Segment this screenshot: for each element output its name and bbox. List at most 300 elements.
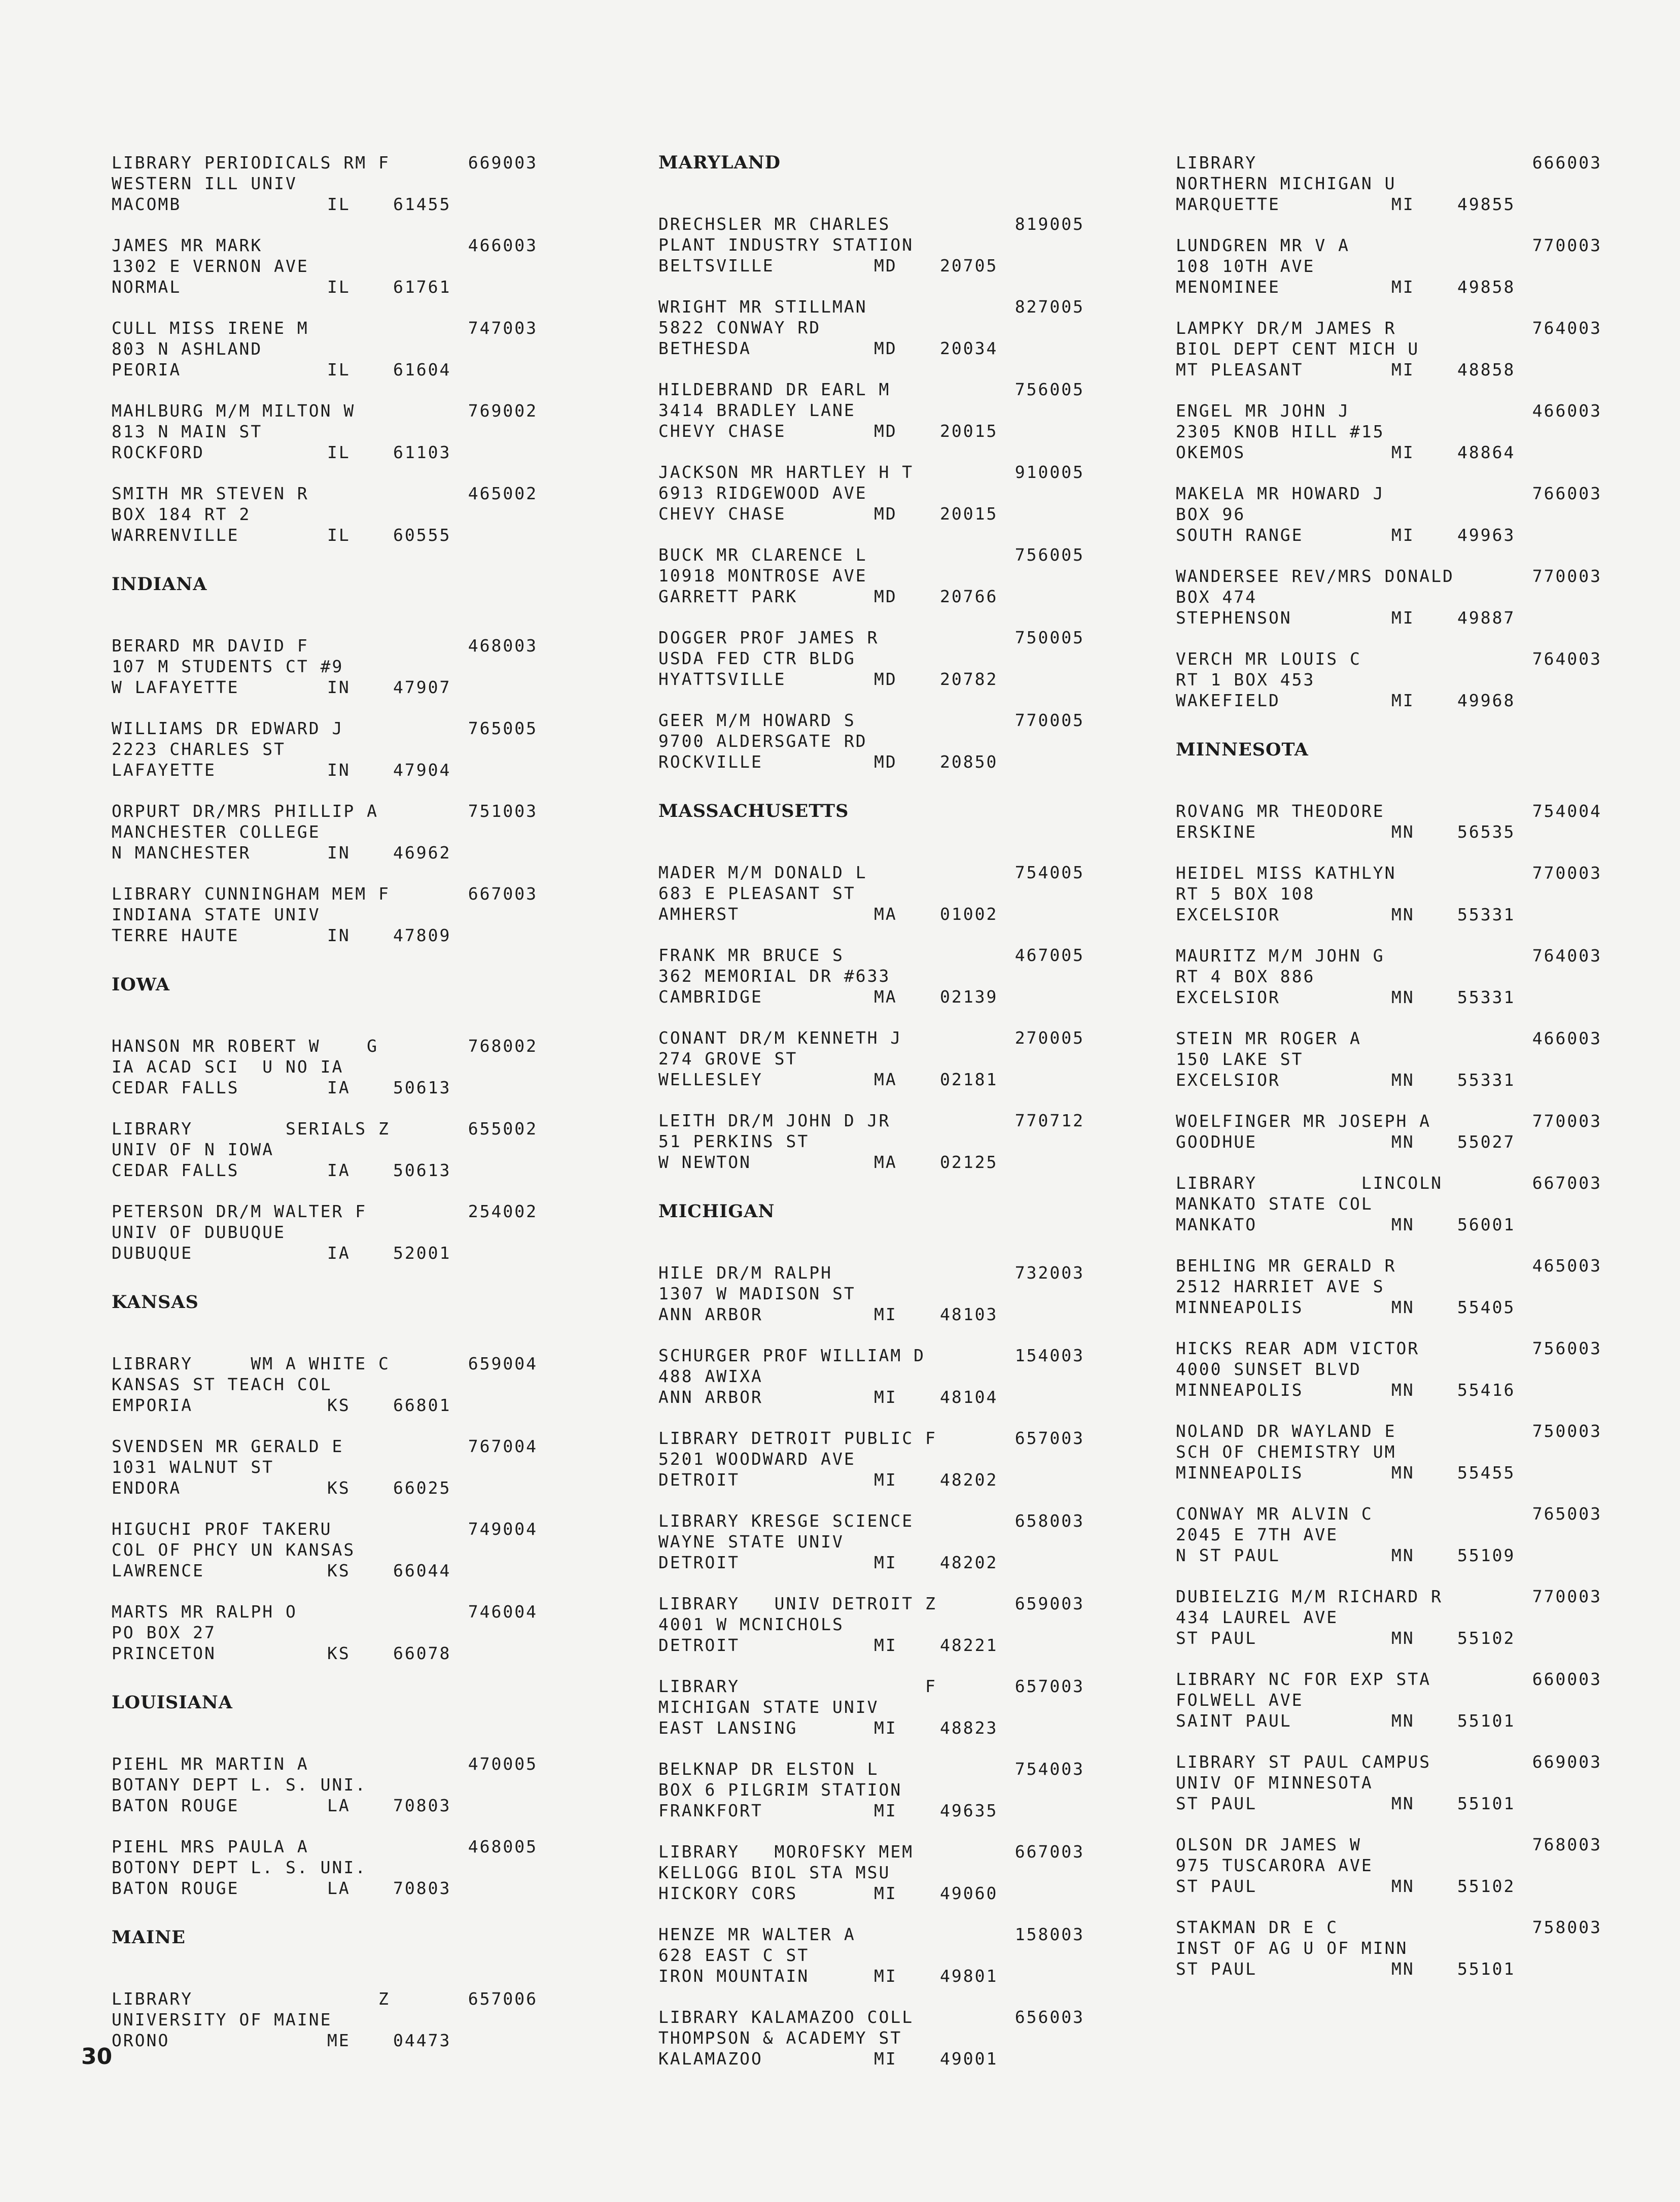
state-heading: LOUISIANA: [112, 1692, 233, 1713]
member-name: STAKMAN DR E C: [1176, 1917, 1339, 1937]
entry-line-3: [658, 751, 1084, 772]
city: CHEVY CHASE: [658, 504, 786, 524]
entry-line-2: [658, 317, 1084, 338]
member-name: LIBRARY F: [658, 1676, 937, 1696]
state-code: IL: [327, 194, 351, 214]
entry-line-2: [658, 1614, 1084, 1635]
state-code: IN: [327, 925, 351, 945]
directory-entry: [1176, 1421, 1602, 1483]
entry-line-3: [1176, 1958, 1602, 1979]
member-name: LIBRARY UNIV DETROIT Z: [658, 1594, 937, 1613]
entry-line-2: [658, 1531, 1084, 1552]
member-code: 158003: [1014, 1924, 1084, 1944]
entry-line-2: [112, 2009, 538, 2030]
address-line: 803 N ASHLAND: [112, 339, 263, 359]
member-name: WOELFINGER MR JOSEPH A: [1176, 1111, 1431, 1131]
zip-code: 04473: [393, 2031, 451, 2050]
state-code: MD: [874, 338, 897, 358]
entry-line-2: [112, 256, 538, 277]
entry-line-3: [112, 525, 538, 545]
directory-entry: [1176, 1669, 1602, 1731]
entry-line-3: [112, 1560, 538, 1581]
entry-line-2: [658, 1048, 1084, 1069]
directory-entry: [1176, 483, 1602, 545]
city: N MANCHESTER: [112, 843, 251, 863]
city: ROCKVILLE: [658, 752, 763, 772]
state-code: MN: [1391, 1297, 1415, 1317]
member-name: LAMPKY DR/M JAMES R: [1176, 318, 1396, 338]
entry-line-3: [658, 1387, 1084, 1407]
state-code: MN: [1391, 822, 1415, 842]
state-code: MI: [874, 2049, 897, 2069]
address-line: 108 10TH AVE: [1176, 256, 1315, 276]
address-line: 51 PERKINS ST: [658, 1131, 810, 1151]
state-code: MD: [874, 256, 897, 276]
zip-code: 56535: [1457, 822, 1516, 842]
directory-entry: [112, 1201, 538, 1263]
directory-entry: [112, 718, 538, 780]
member-code: 750003: [1532, 1421, 1602, 1441]
directory-entry: [658, 1345, 1084, 1407]
entry-line-1: [1176, 801, 1602, 821]
member-name: JACKSON MR HARTLEY H T: [658, 462, 914, 482]
member-code: 749004: [468, 1519, 538, 1539]
column-3: [1176, 152, 1602, 2000]
member-name: HILE DR/M RALPH: [658, 1263, 833, 1283]
entry-line-3: [1176, 1131, 1602, 1152]
member-name: PETERSON DR/M WALTER F: [112, 1201, 367, 1221]
entry-line-1: [1176, 1586, 1602, 1607]
directory-entry: [112, 152, 538, 215]
entry-line-1: [112, 1353, 538, 1374]
entry-line-1: [1176, 1834, 1602, 1855]
entry-line-2: [1176, 1441, 1602, 1462]
directory-entry: [658, 1110, 1084, 1173]
state-code: MD: [874, 587, 897, 606]
member-code: 747003: [468, 318, 538, 338]
state-code: MA: [874, 987, 897, 1007]
entry-line-2: [112, 1622, 538, 1643]
entry-line-3: [112, 842, 538, 863]
entry-line-2: [1176, 966, 1602, 987]
address-line: BOX 184 RT 2: [112, 504, 251, 524]
entry-line-2: [1176, 504, 1602, 525]
member-code: 667003: [468, 884, 538, 904]
address-line: PLANT INDUSTRY STATION: [658, 235, 914, 255]
state-code: MN: [1391, 1959, 1415, 1979]
member-name: SMITH MR STEVEN R: [112, 484, 309, 503]
member-name: NOLAND DR WAYLAND E: [1176, 1421, 1396, 1441]
city: N ST PAUL: [1176, 1545, 1280, 1565]
entry-line-1: [112, 635, 538, 656]
state-code: MI: [1391, 691, 1415, 710]
state-heading: MICHIGAN: [658, 1201, 775, 1222]
entry-line-1: [658, 1759, 1084, 1779]
city: FRANKFORT: [658, 1801, 763, 1820]
entry-line-3: [658, 904, 1084, 924]
member-name: ROVANG MR THEODORE: [1176, 801, 1385, 821]
address-line: COL OF PHCY UN KANSAS: [112, 1540, 356, 1560]
entry-line-2: [658, 731, 1084, 751]
state-code: IA: [327, 1078, 351, 1097]
entry-line-3: [1176, 1628, 1602, 1648]
city: W LAFAYETTE: [112, 677, 239, 697]
entry-line-3: [658, 986, 1084, 1007]
city: PRINCETON: [112, 1643, 216, 1663]
zip-code: 20850: [940, 752, 998, 772]
entry-line-3: [112, 442, 538, 463]
directory-entry: [1176, 863, 1602, 925]
address-line: 150 LAKE ST: [1176, 1049, 1304, 1069]
directory-entry: [658, 1262, 1084, 1325]
entry-line-2: [1176, 338, 1602, 359]
state-code: MI: [874, 1966, 897, 1986]
state-code: MI: [874, 1801, 897, 1820]
city: ST PAUL: [1176, 1628, 1257, 1648]
zip-code: 02181: [940, 1070, 998, 1089]
member-name: CONANT DR/M KENNETH J: [658, 1028, 902, 1048]
member-name: LIBRARY PERIODICALS RM F: [112, 153, 390, 173]
directory-entry: [112, 1753, 538, 1816]
entry-line-1: [1176, 1173, 1602, 1193]
zip-code: 49968: [1457, 691, 1516, 710]
zip-code: 49963: [1457, 525, 1516, 545]
city: AMHERST: [658, 904, 740, 924]
member-name: CULL MISS IRENE M: [112, 318, 309, 338]
directory-entry: [658, 1027, 1084, 1090]
state-code: LA: [327, 1878, 351, 1898]
member-code: 667003: [1014, 1842, 1084, 1862]
member-name: HIGUCHI PROF TAKERU: [112, 1519, 332, 1539]
state-code: MI: [874, 1304, 897, 1324]
address-line: 10918 MONTROSE AVE: [658, 566, 867, 586]
city: EAST LANSING: [658, 1718, 798, 1738]
directory-entry: [112, 400, 538, 463]
zip-code: 48864: [1457, 442, 1516, 462]
entry-line-3: [658, 421, 1084, 441]
state-code: IN: [327, 677, 351, 697]
city: EXCELSIOR: [1176, 905, 1280, 924]
member-name: LIBRARY MOROFSKY MEM: [658, 1842, 914, 1862]
state-code: IN: [327, 843, 351, 863]
entry-line-3: [112, 194, 538, 215]
entry-line-3: [658, 503, 1084, 524]
state-code: MI: [1391, 442, 1415, 462]
entry-line-1: [658, 1027, 1084, 1048]
entry-line-1: [1176, 648, 1602, 669]
entry-line-3: [1176, 987, 1602, 1008]
zip-code: 49060: [940, 1883, 998, 1903]
directory-entry: [1176, 1173, 1602, 1235]
address-line: RT 1 BOX 453: [1176, 670, 1315, 690]
directory-entry: [112, 635, 538, 698]
directory-entry: [1176, 566, 1602, 628]
city: MINNEAPOLIS: [1176, 1380, 1304, 1400]
zip-code: 52001: [393, 1243, 451, 1263]
entry-line-3: [658, 255, 1084, 276]
entry-line-1: [1176, 1338, 1602, 1359]
address-line: 4000 SUNSET BLVD: [1176, 1359, 1361, 1379]
entry-line-2: [112, 656, 538, 677]
state-code: MI: [874, 1718, 897, 1738]
entry-line-1: [1176, 400, 1602, 421]
entry-line-1: [112, 1519, 538, 1539]
zip-code: 60555: [393, 525, 451, 545]
city: BATON ROUGE: [112, 1878, 239, 1898]
member-code: 770003: [1532, 1587, 1602, 1606]
member-code: 754005: [1014, 863, 1084, 882]
entry-line-3: [112, 2030, 538, 2051]
member-code: 910005: [1014, 462, 1084, 482]
zip-code: 50613: [393, 1160, 451, 1180]
entry-line-3: [112, 277, 538, 297]
member-name: OLSON DR JAMES W: [1176, 1835, 1361, 1854]
address-line: INST OF AG U OF MINN: [1176, 1938, 1408, 1958]
entry-line-2: [1176, 1276, 1602, 1297]
entry-line-2: [658, 2027, 1084, 2048]
address-line: MANKATO STATE COL: [1176, 1194, 1373, 1214]
zip-code: 49001: [940, 2049, 998, 2069]
member-name: MADER M/M DONALD L: [658, 863, 867, 882]
member-name: JAMES MR MARK: [112, 235, 263, 255]
entry-line-2: [1176, 669, 1602, 690]
directory-entry: [1176, 1338, 1602, 1400]
city: ST PAUL: [1176, 1959, 1257, 1979]
member-code: 658003: [1014, 1511, 1084, 1531]
state-code: MI: [1391, 277, 1415, 297]
address-line: 488 AWIXA: [658, 1366, 763, 1386]
entry-line-2: [658, 1697, 1084, 1717]
member-code: 669003: [468, 153, 538, 173]
address-line: BOX 6 PILGRIM STATION: [658, 1780, 902, 1800]
entry-line-3: [658, 1152, 1084, 1173]
address-line: BOX 474: [1176, 587, 1257, 607]
zip-code: 49635: [940, 1801, 998, 1820]
entry-line-1: [1176, 945, 1602, 966]
member-name: HILDEBRAND DR EARL M: [658, 380, 891, 399]
address-line: UNIV OF MINNESOTA: [1176, 1773, 1373, 1793]
member-code: 769002: [468, 401, 538, 421]
entry-line-1: [1176, 1111, 1602, 1131]
address-line: 1307 W MADISON ST: [658, 1284, 856, 1303]
zip-code: 55405: [1457, 1297, 1516, 1317]
entry-line-3: [658, 2048, 1084, 2069]
member-code: 732003: [1014, 1263, 1084, 1283]
member-name: LIBRARY ST PAUL CAMPUS: [1176, 1752, 1431, 1772]
directory-entry: [112, 483, 538, 545]
member-code: 764003: [1532, 318, 1602, 338]
state-code: IL: [327, 442, 351, 462]
member-name: LIBRARY LINCOLN: [1176, 1173, 1443, 1193]
member-code: 766003: [1532, 484, 1602, 503]
address-line: RT 5 BOX 108: [1176, 884, 1315, 904]
directory-entry: [112, 318, 538, 380]
entry-line-1: [112, 235, 538, 256]
city: ROCKFORD: [112, 442, 204, 462]
city: DUBUQUE: [112, 1243, 193, 1263]
entry-line-3: [112, 1795, 538, 1816]
city: WAKEFIELD: [1176, 691, 1280, 710]
directory-entry: [658, 1593, 1084, 1656]
address-line: MICHIGAN STATE UNIV: [658, 1697, 879, 1717]
entry-line-1: [112, 1036, 538, 1056]
state-code: MI: [1391, 194, 1415, 214]
entry-line-3: [1176, 525, 1602, 545]
entry-line-1: [658, 1924, 1084, 1945]
directory-entry: [1176, 801, 1602, 842]
address-line: INDIANA STATE UNIV: [112, 905, 321, 924]
entry-line-2: [112, 338, 538, 359]
state-code: MN: [1391, 905, 1415, 924]
state-heading: MAINE: [112, 1927, 186, 1948]
entry-line-1: [658, 214, 1084, 234]
state-code: KS: [327, 1395, 351, 1415]
zip-code: 48221: [940, 1635, 998, 1655]
city: EMPORIA: [112, 1395, 193, 1415]
entry-line-1: [112, 1201, 538, 1222]
member-name: LIBRARY: [1176, 153, 1257, 173]
state-code: IA: [327, 1243, 351, 1263]
entry-line-3: [1176, 1793, 1602, 1814]
entry-line-3: [658, 1552, 1084, 1573]
directory-entry: [1176, 1586, 1602, 1648]
state-code: ME: [327, 2031, 351, 2050]
zip-code: 70803: [393, 1878, 451, 1898]
address-line: 274 GROVE ST: [658, 1049, 798, 1069]
entry-line-1: [112, 1836, 538, 1857]
entry-line-2: [1176, 1690, 1602, 1710]
address-line: 2305 KNOB HILL #15: [1176, 422, 1385, 441]
entry-line-2: [112, 173, 538, 194]
address-line: 683 E PLEASANT ST: [658, 883, 856, 903]
member-name: LIBRARY DETROIT PUBLIC F: [658, 1428, 937, 1448]
address-line: 5822 CONWAY RD: [658, 318, 821, 337]
entry-line-1: [658, 862, 1084, 883]
zip-code: 55102: [1457, 1628, 1516, 1648]
entry-line-2: [1176, 1049, 1602, 1070]
directory-entry: [658, 1510, 1084, 1573]
entry-line-3: [658, 669, 1084, 690]
zip-code: 48202: [940, 1553, 998, 1572]
address-line: BIOL DEPT CENT MICH U: [1176, 339, 1420, 359]
member-name: LIBRARY NC FOR EXP STA: [1176, 1669, 1431, 1689]
city: OKEMOS: [1176, 442, 1246, 462]
entry-line-1: [658, 544, 1084, 565]
state-code: KS: [327, 1478, 351, 1498]
address-line: 1031 WALNUT ST: [112, 1457, 274, 1477]
entry-line-3: [658, 586, 1084, 607]
entry-line-1: [1176, 1917, 1602, 1938]
entry-line-2: [112, 421, 538, 442]
member-code: 154003: [1014, 1346, 1084, 1365]
zip-code: 47809: [393, 925, 451, 945]
entry-line-2: [658, 400, 1084, 421]
directory-entry: [658, 296, 1084, 359]
directory-entry: [1176, 1503, 1602, 1566]
directory-entry: [1176, 152, 1602, 215]
city: ST PAUL: [1176, 1794, 1257, 1813]
member-name: HEIDEL MISS KATHLYN: [1176, 863, 1396, 883]
directory-entry: [112, 1436, 538, 1498]
entry-line-3: [1176, 1297, 1602, 1318]
entry-line-1: [658, 1110, 1084, 1131]
entry-line-2: [1176, 1193, 1602, 1214]
entry-line-2: [112, 1857, 538, 1878]
city: WELLESLEY: [658, 1070, 763, 1089]
address-line: UNIV OF DUBUQUE: [112, 1222, 286, 1242]
entry-line-2: [658, 648, 1084, 669]
zip-code: 01002: [940, 904, 998, 924]
state-code: MI: [874, 1553, 897, 1572]
directory-entry: [112, 235, 538, 297]
entry-line-2: [658, 1779, 1084, 1800]
state-code: MN: [1391, 1215, 1415, 1234]
entry-line-2: [112, 821, 538, 842]
page-number: 30: [81, 2044, 113, 2070]
entry-line-1: [658, 1262, 1084, 1283]
entry-line-3: [658, 1635, 1084, 1656]
zip-code: 47907: [393, 677, 451, 697]
member-code: 467005: [1014, 945, 1084, 965]
entry-line-1: [112, 318, 538, 338]
address-line: 2512 HARRIET AVE S: [1176, 1277, 1385, 1296]
entry-line-1: [112, 1436, 538, 1457]
member-code: 659003: [1014, 1594, 1084, 1613]
state-code: MN: [1391, 1380, 1415, 1400]
entry-line-3: [112, 1878, 538, 1899]
entry-line-1: [658, 1510, 1084, 1531]
zip-code: 70803: [393, 1796, 451, 1815]
member-name: FRANK MR BRUCE S: [658, 945, 844, 965]
member-code: 465002: [468, 484, 538, 503]
member-code: 758003: [1532, 1917, 1602, 1937]
city: CHEVY CHASE: [658, 421, 786, 441]
state-code: IN: [327, 760, 351, 780]
directory-entry: [658, 1841, 1084, 1904]
member-name: DOGGER PROF JAMES R: [658, 628, 879, 647]
city: MT PLEASANT: [1176, 360, 1304, 380]
entry-line-1: [658, 296, 1084, 317]
member-code: 764003: [1532, 946, 1602, 966]
entry-line-1: [112, 152, 538, 173]
member-code: 466003: [1532, 1028, 1602, 1048]
member-code: 768002: [468, 1036, 538, 1056]
city: MENOMINEE: [1176, 277, 1280, 297]
member-name: PIEHL MRS PAULA A: [112, 1837, 309, 1856]
entry-line-2: [1176, 1855, 1602, 1876]
entry-line-1: [658, 945, 1084, 966]
address-line: FOLWELL AVE: [1176, 1690, 1304, 1710]
entry-line-2: [112, 739, 538, 760]
directory-entry: [112, 1519, 538, 1581]
entry-line-3: [658, 1717, 1084, 1738]
member-name: LIBRARY CUNNINGHAM MEM F: [112, 884, 390, 904]
entry-line-3: [112, 1077, 538, 1098]
address-line: 5201 WOODWARD AVE: [658, 1449, 856, 1469]
member-name: VERCH MR LOUIS C: [1176, 649, 1361, 669]
directory-entry: [112, 1118, 538, 1181]
directory-entry: [1176, 1255, 1602, 1318]
directory-entry: [658, 379, 1084, 441]
zip-code: 02139: [940, 987, 998, 1007]
entry-line-2: [112, 1056, 538, 1077]
state-code: MD: [874, 669, 897, 689]
city: BETHESDA: [658, 338, 751, 358]
state-code: MI: [874, 1635, 897, 1655]
state-code: MD: [874, 752, 897, 772]
address-line: 3414 BRADLEY LANE: [658, 400, 856, 420]
entry-line-1: [1176, 863, 1602, 883]
